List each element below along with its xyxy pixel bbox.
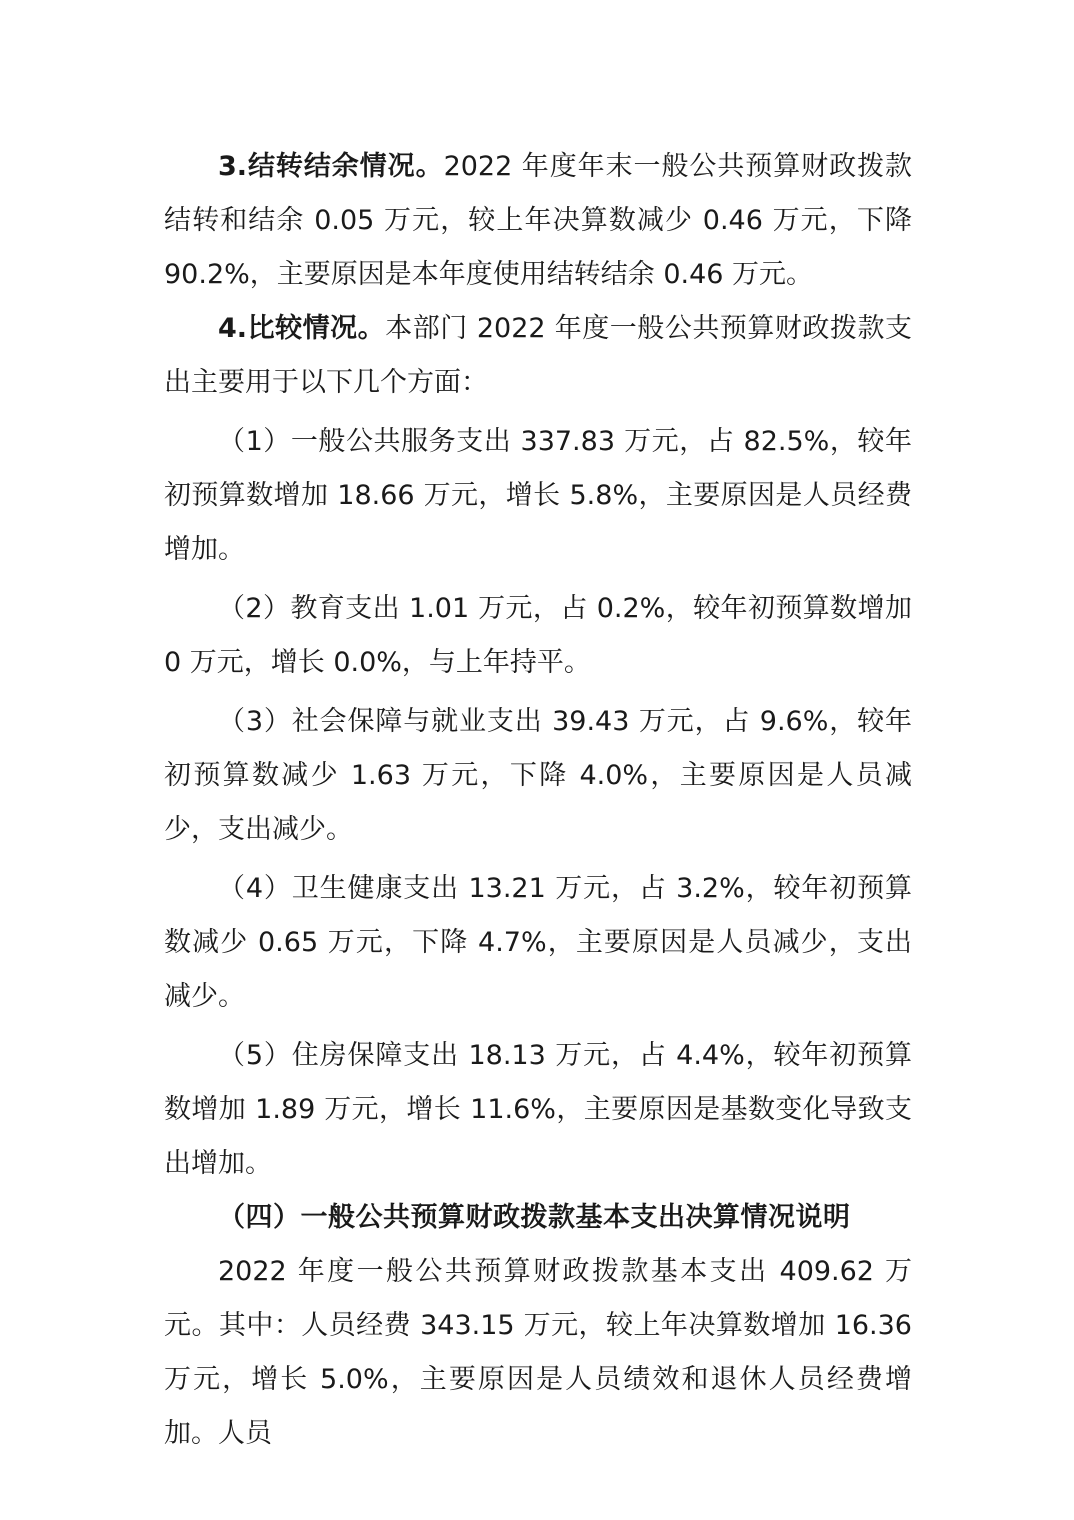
point-general-public-services: （1）一般公共服务支出 337.83 万元，占 82.5%，较年初预算数增加 18.66 万元，增长 5.8%，主要原因是人员经费增加。 (164, 426, 912, 565)
paragraph-lead-carryover: 3.结转结余情况。 (218, 151, 444, 182)
point-social-security: （3）社会保障与就业支出 39.43 万元，占 9.6%，较年初预算数减少 1.63 万元，下降 4.0%，主要原因是人员减少，支出减少。 (164, 706, 912, 845)
paragraph-basic-expenditure: 2022 年度一般公共预算财政拨款基本支出 409.62 万元。其中：人员经费 343.15 万元，较上年决算数增加 16.36 万元，增长 5.0%，主要原因是人员绩效和退休人员经费增加。人员 (164, 1256, 912, 1449)
paragraph-lead-comparison: 4.比较情况。 (218, 313, 386, 344)
point-education: （2）教育支出 1.01 万元，占 0.2%，较年初预算数增加 0 万元，增长 0.0%，与上年持平。 (164, 593, 912, 678)
paragraph-text-carryover: 2022 年度年末一般公共预算财政拨款结转和结余 0.05 万元，较上年决算数减少 0.46 万元，下降 90.2%，主要原因是本年度使用结转结余 0.46 万元。 (164, 151, 913, 290)
paragraph-carryover-balance (164, 140, 912, 302)
point-health: （4）卫生健康支出 13.21 万元，占 3.2%，较年初预算数减少 0.65 万元，下降 4.7%，主要原因是人员减少，支出减少。 (164, 873, 912, 1012)
document-page (164, 140, 912, 1461)
paragraph-comparison (164, 302, 912, 410)
section-heading-basic-expenditure: （四）一般公共预算财政拨款基本支出决算情况说明 (218, 1202, 851, 1233)
paragraph-text-comparison: 本部门 2022 年度一般公共预算财政拨款支出主要用于以下几个方面： (164, 313, 912, 398)
point-housing: （5）住房保障支出 18.13 万元，占 4.4%，较年初预算数增加 1.89 万元，增长 11.6%，主要原因是基数变化导致支出增加。 (164, 1040, 912, 1179)
